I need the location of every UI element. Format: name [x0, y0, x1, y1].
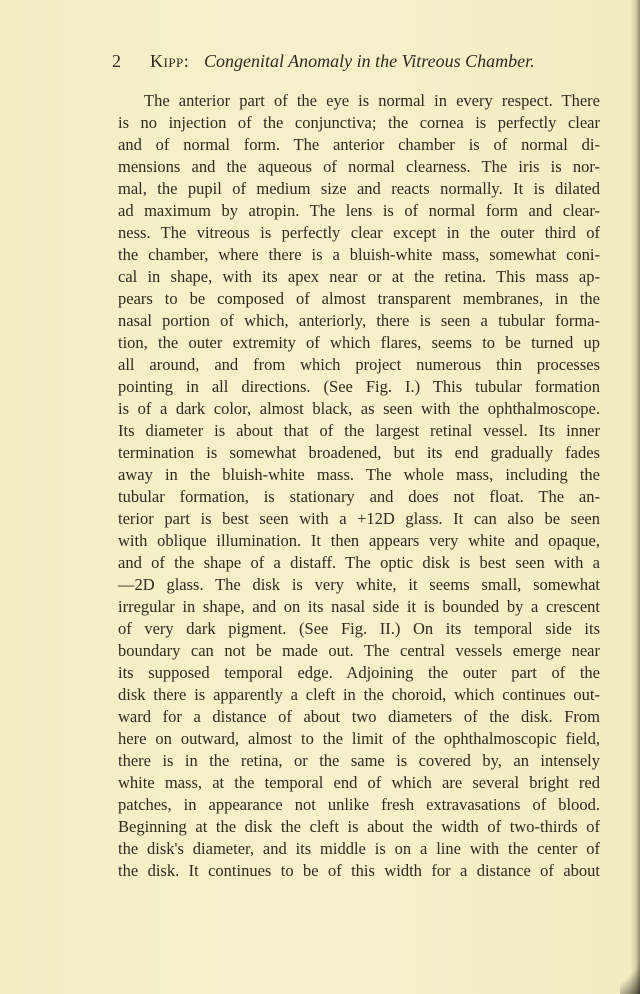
text-line: terior part is best seen with a +12D glass. It can also be seen: [118, 509, 600, 528]
text-line: white mass, at the temporal end of which are several bright red: [118, 773, 600, 792]
text-line: irregular in shape, and on its nasal side it is bounded by a crescent: [118, 597, 600, 616]
text-line: ness. The vitreous is perfectly clear except in the outer third of: [118, 223, 600, 242]
text-line: the chamber, where there is a bluish-white mass, somewhat coni-: [118, 245, 600, 264]
running-header: [112, 48, 582, 74]
text-line: tion, the outer extremity of which flares, seems to be turned up: [118, 333, 600, 352]
page-corner-shadow: [620, 964, 640, 994]
text-line: disk there is apparently a cleft in the choroid, which continues out-: [118, 685, 600, 704]
text-line: here on outward, almost to the limit of the ophthalmoscopic field,: [118, 729, 600, 748]
text-line: its supposed temporal edge. Adjoining the outer part of the: [118, 663, 600, 682]
text-line: mal, the pupil of medium size and reacts normally. It is dilated: [118, 179, 600, 198]
text-line: and of normal form. The anterior chamber is of normal di-: [118, 135, 600, 154]
text-line: ward for a distance of about two diameters of the disk. From: [118, 707, 600, 726]
text-line: Beginning at the disk the cleft is about the width of two-thirds of: [118, 817, 600, 836]
text-line: all around, and from which project numerous thin processes: [118, 355, 600, 374]
text-line: pointing in all directions. (See Fig. I.) This tubular formation: [118, 377, 600, 396]
text-line: boundary can not be made out. The central vessels emerge near: [118, 641, 600, 660]
text-line: there is in the retina, or the same is covered by, an intensely: [118, 751, 600, 770]
text-line: pears to be composed of almost transparent membranes, in the: [118, 289, 600, 308]
text-line: is no injection of the conjunctiva; the cornea is perfectly clear: [118, 113, 600, 132]
running-header-title: Congenital Anomaly in the Vitreous Chamber.: [204, 51, 535, 71]
text-line: —2D glass. The disk is very white, it seems small, somewhat: [118, 575, 600, 594]
text-line: of very dark pigment. (See Fig. II.) On its temporal side its: [118, 619, 600, 638]
text-line: termination is somewhat broadened, but its end gradually fades: [118, 443, 600, 462]
text-line: cal in shape, with its apex near or at the retina. This mass ap-: [118, 267, 600, 286]
text-line: away in the bluish-white mass. The whole mass, including the: [118, 465, 600, 484]
text-line: is of a dark color, almost black, as seen with the ophthalmoscope.: [118, 399, 600, 418]
running-header-author: Kipp:: [150, 51, 190, 71]
text-line: The anterior part of the eye is normal in every respect. There: [144, 91, 600, 110]
text-line: with oblique illumination. It then appears very white and opaque,: [118, 531, 600, 550]
page-number: 2: [112, 51, 121, 71]
text-line: the disk's diameter, and its middle is on a line with the center of: [118, 839, 600, 858]
text-line: Its diameter is about that of the largest retinal vessel. Its inner: [118, 421, 600, 440]
text-line: and of the shape of a distaff. The optic disk is best seen with a: [118, 553, 600, 572]
text-line: tubular formation, is stationary and does not float. The an-: [118, 487, 600, 506]
text-line: nasal portion of which, anteriorly, there is seen a tubular forma-: [118, 311, 600, 330]
text-line: ad maximum by atropin. The lens is of normal form and clear-: [118, 201, 600, 220]
page-edge-shadow: [630, 0, 640, 994]
body-text: [118, 90, 600, 882]
text-line: mensions and the aqueous of normal clearness. The iris is nor-: [118, 157, 600, 176]
text-line: patches, in appearance not unlike fresh extravasations of blood.: [118, 795, 600, 814]
text-line: the disk. It continues to be of this width for a distance of about: [118, 861, 600, 880]
